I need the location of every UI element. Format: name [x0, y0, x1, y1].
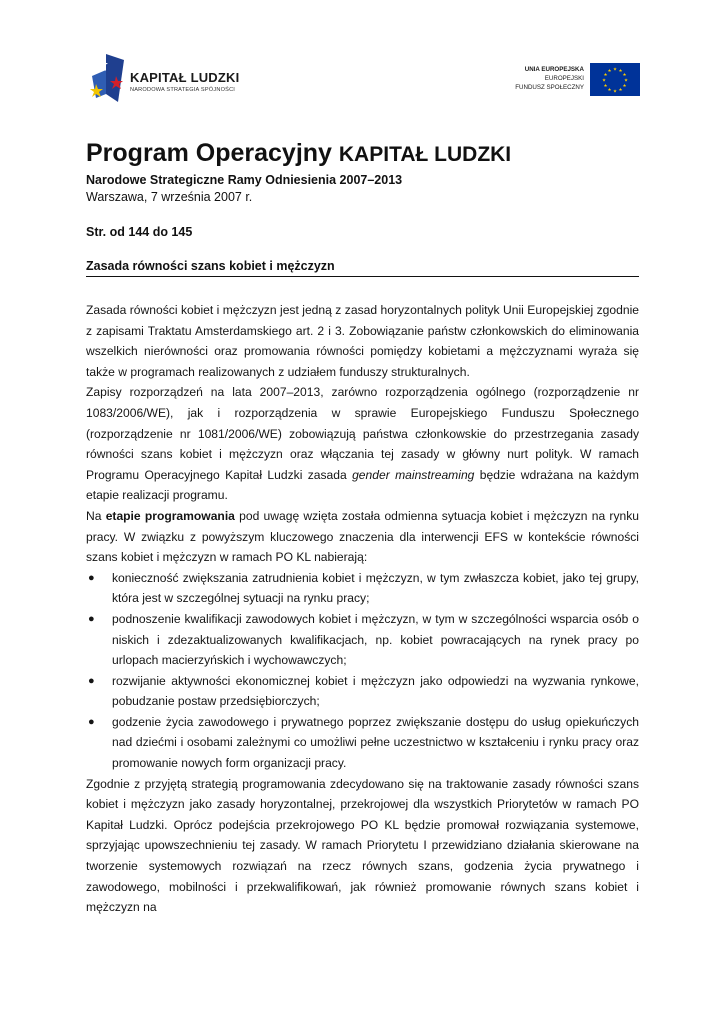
list-item — [86, 671, 639, 712]
bullet-icon: ● — [88, 571, 95, 584]
kapital-ludzki-logo-subtitle: NARODOWA STRATEGIA SPÓJNOŚCI — [130, 87, 236, 93]
svg-text:★: ★ — [622, 84, 627, 90]
section-heading: Zasada równości szans kobiet i mężczyzn — [86, 259, 335, 273]
page-range: Str. od 144 do 145 — [86, 225, 193, 239]
paragraph-2-text-b: będzie wdrażana na każdym etapie realizacji programu. — [86, 467, 639, 503]
document-subtitle: Narodowe Strategiczne Ramy Odniesienia 2007–2013 — [86, 173, 403, 187]
document-dateline: Warszawa, 7 września 2007 r. — [86, 190, 253, 204]
paragraph-2 — [86, 382, 639, 506]
list-item-text: rozwijanie aktywności ekonomicznej kobiet i mężczyzn jako odpowiedzi na wyzwania rynkowe, pobudzanie postaw przedsiębiorczych; — [112, 673, 639, 709]
list-item-text: podnoszenie kwalifikacji zawodowych kobiet i mężczyzn, w tym w szczególności wsparcia osób o niskich i zdezaktualizowanych kwalifikacjach, np. kobiet powracających na rynek pracy po urlopach macierzyńskich i wychowawczych; — [112, 611, 639, 668]
bullet-icon: ● — [88, 715, 95, 728]
paragraph-2-text-a: Zapisy rozporządzeń na lata 2007–2013, zarówno rozporządzenia ogólnego (rozporządzenie nr 1083/2006/WE), jak i rozporządzenia w sprawie Europejskiego Funduszu Społecznego (rozporządzenie nr 1081/2006/WE) zobowiązują państwa członkowskie do przestrzegania zasady równości szans kobiet i mężczyzn oraz włączania tej zasady w główny nurt polityk. W ramach Programu Operacyjnego Kapitał Ludzki zasada — [86, 385, 639, 482]
document-title-caps: KAPITAŁ LUDZKI — [338, 143, 512, 166]
svg-text:★: ★ — [603, 84, 608, 90]
document-body — [86, 300, 639, 918]
svg-text:★: ★ — [607, 88, 612, 94]
list-item — [86, 712, 639, 774]
paragraph-3-text-a: Na — [86, 508, 106, 523]
list-item-text: konieczność zwiększania zatrudnienia kobiet i mężczyzn, w tym zwłaszcza kobiet, jako tej grupy, która jest w szczególnej sytuacji na rynku pracy; — [112, 570, 639, 606]
paragraph-3 — [86, 506, 639, 568]
kapital-ludzki-emblem-icon — [88, 54, 128, 106]
list-item-text: godzenie życia zawodowego i prywatnego poprzez zwiększanie dostępu do usług opiekuńczych nad dziećmi i osobami zależnymi co umożliwi pełne uczestnictwo w kształceniu i rynku pracy oraz promowanie nowych form organizacji pracy. — [112, 714, 639, 771]
paragraph-4: Zgodnie z przyjętą strategią programowania zdecydowano się na traktowanie zasady równości szans kobiet i mężczyzn jako zasady horyzontalnej, przekrojowej dla wszystkich Priorytetów w ramach PO Kapitał Ludzki. Oprócz podejścia przekrojowego PO KL będzie promował rozwiązania systemowe, sprzyjając upowszechnieniu tej zasady. W ramach Priorytetu I przewidziano działania skierowane na tworzenie systemowych rozwiązań na rzecz równych szans, godzenia życia prywatnego i zawodowego, mobilności i przekwalifikowań, jak również promowanie równych szans kobiet i mężczyzn na — [86, 776, 639, 915]
eu-logo-line1: UNIA EUROPEJSKA — [524, 66, 584, 73]
heading-divider — [86, 276, 639, 277]
document-title — [86, 139, 511, 168]
document-title-main: Program Operacyjny — [86, 139, 339, 167]
eu-logo-text — [515, 65, 584, 92]
list-item — [86, 609, 639, 671]
svg-text:★: ★ — [623, 78, 629, 84]
svg-text:★: ★ — [607, 69, 612, 75]
bullet-list — [86, 568, 639, 774]
bullet-icon: ● — [88, 674, 95, 687]
paragraph-3-bold: etapie programowania — [105, 508, 235, 523]
eu-efs-logo — [510, 63, 640, 97]
kapital-ludzki-logo — [88, 54, 258, 106]
kapital-ludzki-logo-title: KAPITAŁ LUDZKI — [130, 70, 240, 85]
svg-text:★: ★ — [612, 89, 618, 95]
svg-text:★: ★ — [601, 78, 607, 84]
svg-text:★: ★ — [618, 88, 623, 94]
paragraph-2-italic: gender mainstreaming — [352, 467, 475, 482]
eu-logo-line2: EUROPEJSKI — [544, 75, 584, 82]
svg-text:★: ★ — [622, 73, 627, 79]
bullet-icon: ● — [88, 612, 95, 625]
svg-text:★: ★ — [603, 73, 608, 79]
paragraph-1: Zasada równości kobiet i mężczyzn jest jedną z zasad horyzontalnych polityk Unii Europejskiej zgodnie z zapisami Traktatu Amsterdamskiego art. 2 i 3. Zobowiązanie państw członkowskich do eliminowania wszelkich nierówności oraz promowania równości pomiędzy kobietami a mężczyznami wyraża się także w programach realizowanych z udziałem funduszy strukturalnych. — [86, 303, 639, 379]
svg-text:★: ★ — [618, 69, 623, 75]
eu-flag-icon — [590, 63, 640, 96]
eu-logo-line3: FUNDUSZ SPOŁECZNY — [515, 84, 584, 91]
svg-text:★: ★ — [612, 67, 618, 73]
list-item — [86, 568, 639, 609]
paragraph-3-text-b: pod uwagę wzięta została odmienna sytuacja kobiet i mężczyzn na rynku pracy. W związku z powyższym kluczowego znaczenia dla interwencji EFS w kontekście równości szans kobiet i mężczyzn w ramach PO KL nabierają: — [86, 508, 639, 565]
